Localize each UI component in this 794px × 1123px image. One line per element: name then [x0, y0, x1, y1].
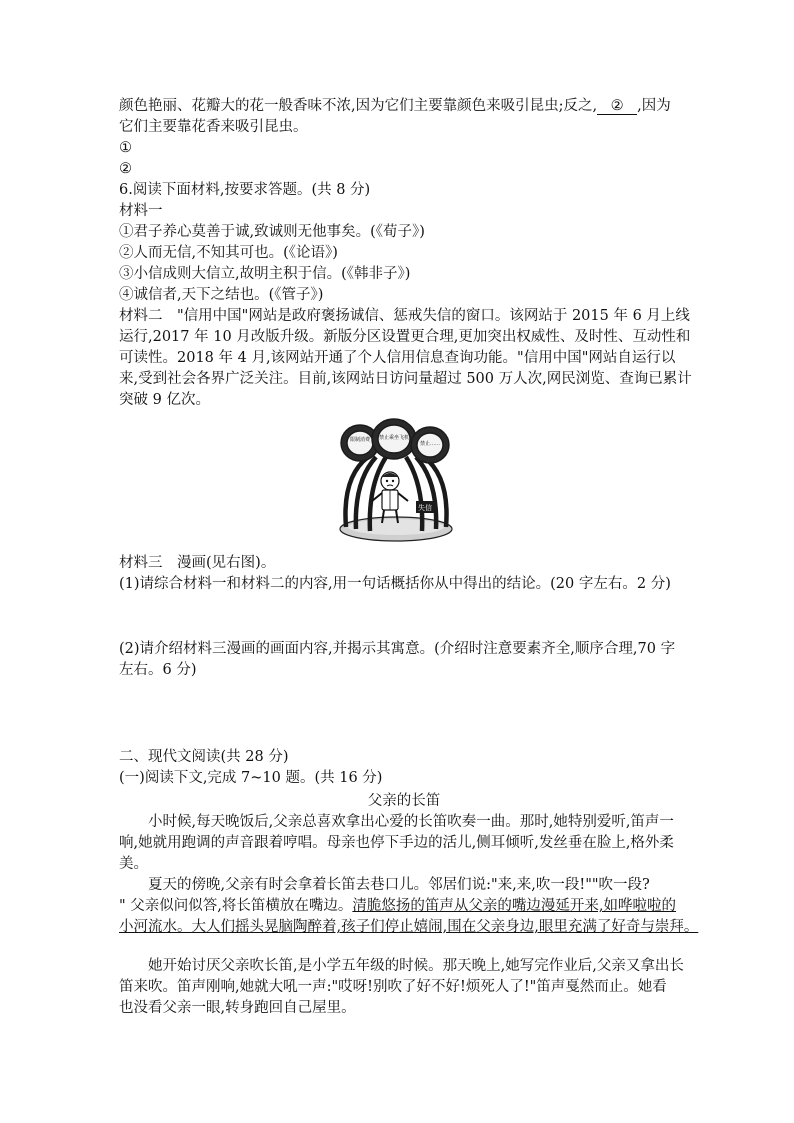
cartoon-label-left: 限制消费 — [349, 437, 371, 443]
material-1-title: 材料一 — [119, 203, 163, 219]
story-paragraph-3-line: 她开始讨厌父亲吹长笛,是小学五年级的时候。那天晚上,她写完作业后,父亲又拿出长 — [148, 958, 684, 974]
story-paragraph-3-line: 也没看父亲一眼,转身跑回自己屋里。 — [119, 1000, 356, 1016]
story-paragraph-1-line: 响,她就用跑调的声音跟着哼唱。母亲也停下手边的活儿,侧耳倾听,发丝垂在脸上,格外柔 — [119, 835, 674, 851]
subquestion-1: (1)请综合材料一和材料二的内容,用一句话概括你从中得出的结论。(20 字左右。2 分) — [119, 576, 671, 592]
intro-line-2: 它们主要靠花香来吸引昆虫。 — [119, 119, 308, 135]
answer-space-2[interactable] — [119, 681, 689, 747]
material-2-line: 运行,2017 年 10 月改版升级。新版分区设置更合理,更加突出权威性、及时性、互动性和 — [119, 329, 691, 345]
section-2-subheading: (一)阅读下文,完成 7~10 题。(共 16 分) — [119, 770, 383, 786]
question-6-heading: 6.阅读下面材料,按要求答题。(共 8 分) — [119, 182, 371, 198]
paragraph-spacer — [119, 938, 689, 956]
material-1-item: ④诚信者,天下之结也。(《管子》) — [119, 287, 324, 303]
section-2-heading: 二、现代文阅读(共 28 分) — [119, 749, 289, 765]
story-paragraph-2-line-3 — [119, 917, 699, 938]
material-2-line: 突破 9 亿次。 — [119, 392, 210, 408]
cartoon-label-right: 禁止…… — [419, 441, 441, 447]
material-2-line: 可读性。2018 年 4 月,该网站开通了个人信用信息查询功能。"信用中国"网站自运行以 — [119, 350, 676, 366]
story-paragraph-3-line: 笛来吹。笛声刚响,她就大吼一声:"哎呀!别吹了好不好!烦死人了!"笛声戛然而止。她看 — [119, 979, 667, 995]
cartoon-tag-label: 失信 — [418, 504, 432, 512]
story-paragraph-2-line-2 — [119, 896, 689, 917]
worksheet-page — [119, 96, 699, 1019]
story-paragraph-1-line: 小时候,每天晚饭后,父亲总喜欢拿出心爱的长笛吹奏一曲。那时,她特别爱听,笛声一 — [148, 814, 674, 830]
material-3-line: 材料三 漫画(见右图)。 — [119, 555, 276, 571]
credit-cartoon-image — [332, 417, 460, 545]
story-paragraph-1-line: 美。 — [119, 856, 148, 872]
answer-blank-2[interactable]: ② — [597, 98, 637, 115]
material-1-item: ③小信成则大信立,故明主积于信。(《韩非子》) — [119, 266, 411, 282]
material-1-item: ②人而无信,不知其可也。(《论语》) — [119, 245, 338, 261]
cartoon-label-center: 禁止乘坐飞机 — [378, 435, 410, 441]
answer-space-1[interactable] — [119, 595, 689, 639]
story-title: 父亲的长笛 — [367, 793, 441, 809]
answer-label-2: ② — [119, 161, 132, 177]
story-paragraph-2-plain: " 父亲似问似答,将长笛横放在嘴边。 — [119, 898, 353, 914]
subquestion-2-line-2: 左右。6 分) — [119, 662, 197, 678]
material-2-line: 材料二 "信用中国"网站是政府褒扬诚信、惩戒失信的窗口。该网站于 2015 年 6 月上线 — [119, 308, 690, 324]
intro-line-1-post: ,因为 — [637, 98, 671, 114]
subquestion-2-line-1: (2)请介绍材料三漫画的画面内容,并揭示其寓意。(介绍时注意要素齐全,顺序合理,70 字 — [119, 641, 676, 657]
intro-line-1-pre: 颜色艳丽、花瓣大的花一般香味不浓,因为它们主要靠颜色来吸引昆虫;反之, — [119, 98, 598, 114]
material-2-line: 来,受到社会各界广泛关注。目前,该网站日访问量超过 500 万人次,网民浏览、查询已累计 — [119, 371, 692, 387]
story-paragraph-2-line-1: 夏天的傍晚,父亲有时会拿着长笛去巷口儿。邻居们说:"来,来,吹一段!""吹一段? — [148, 877, 650, 893]
intro-line-1 — [119, 96, 689, 117]
underlined-sentence-part-2: 小河流水。大人们摇头晃脑陶醉着,孩子们停止嬉闹,围在父亲身边,眼里充满了好奇与崇拜。 — [119, 919, 699, 935]
underlined-sentence-part-1: 清脆悠扬的笛声从父亲的嘴边漫延开来,如哗啦啦的 — [352, 898, 676, 914]
answer-label-1: ① — [119, 140, 132, 156]
material-1-item: ①君子养心莫善于诚,致诚则无他事矣。(《荀子》) — [119, 224, 425, 240]
